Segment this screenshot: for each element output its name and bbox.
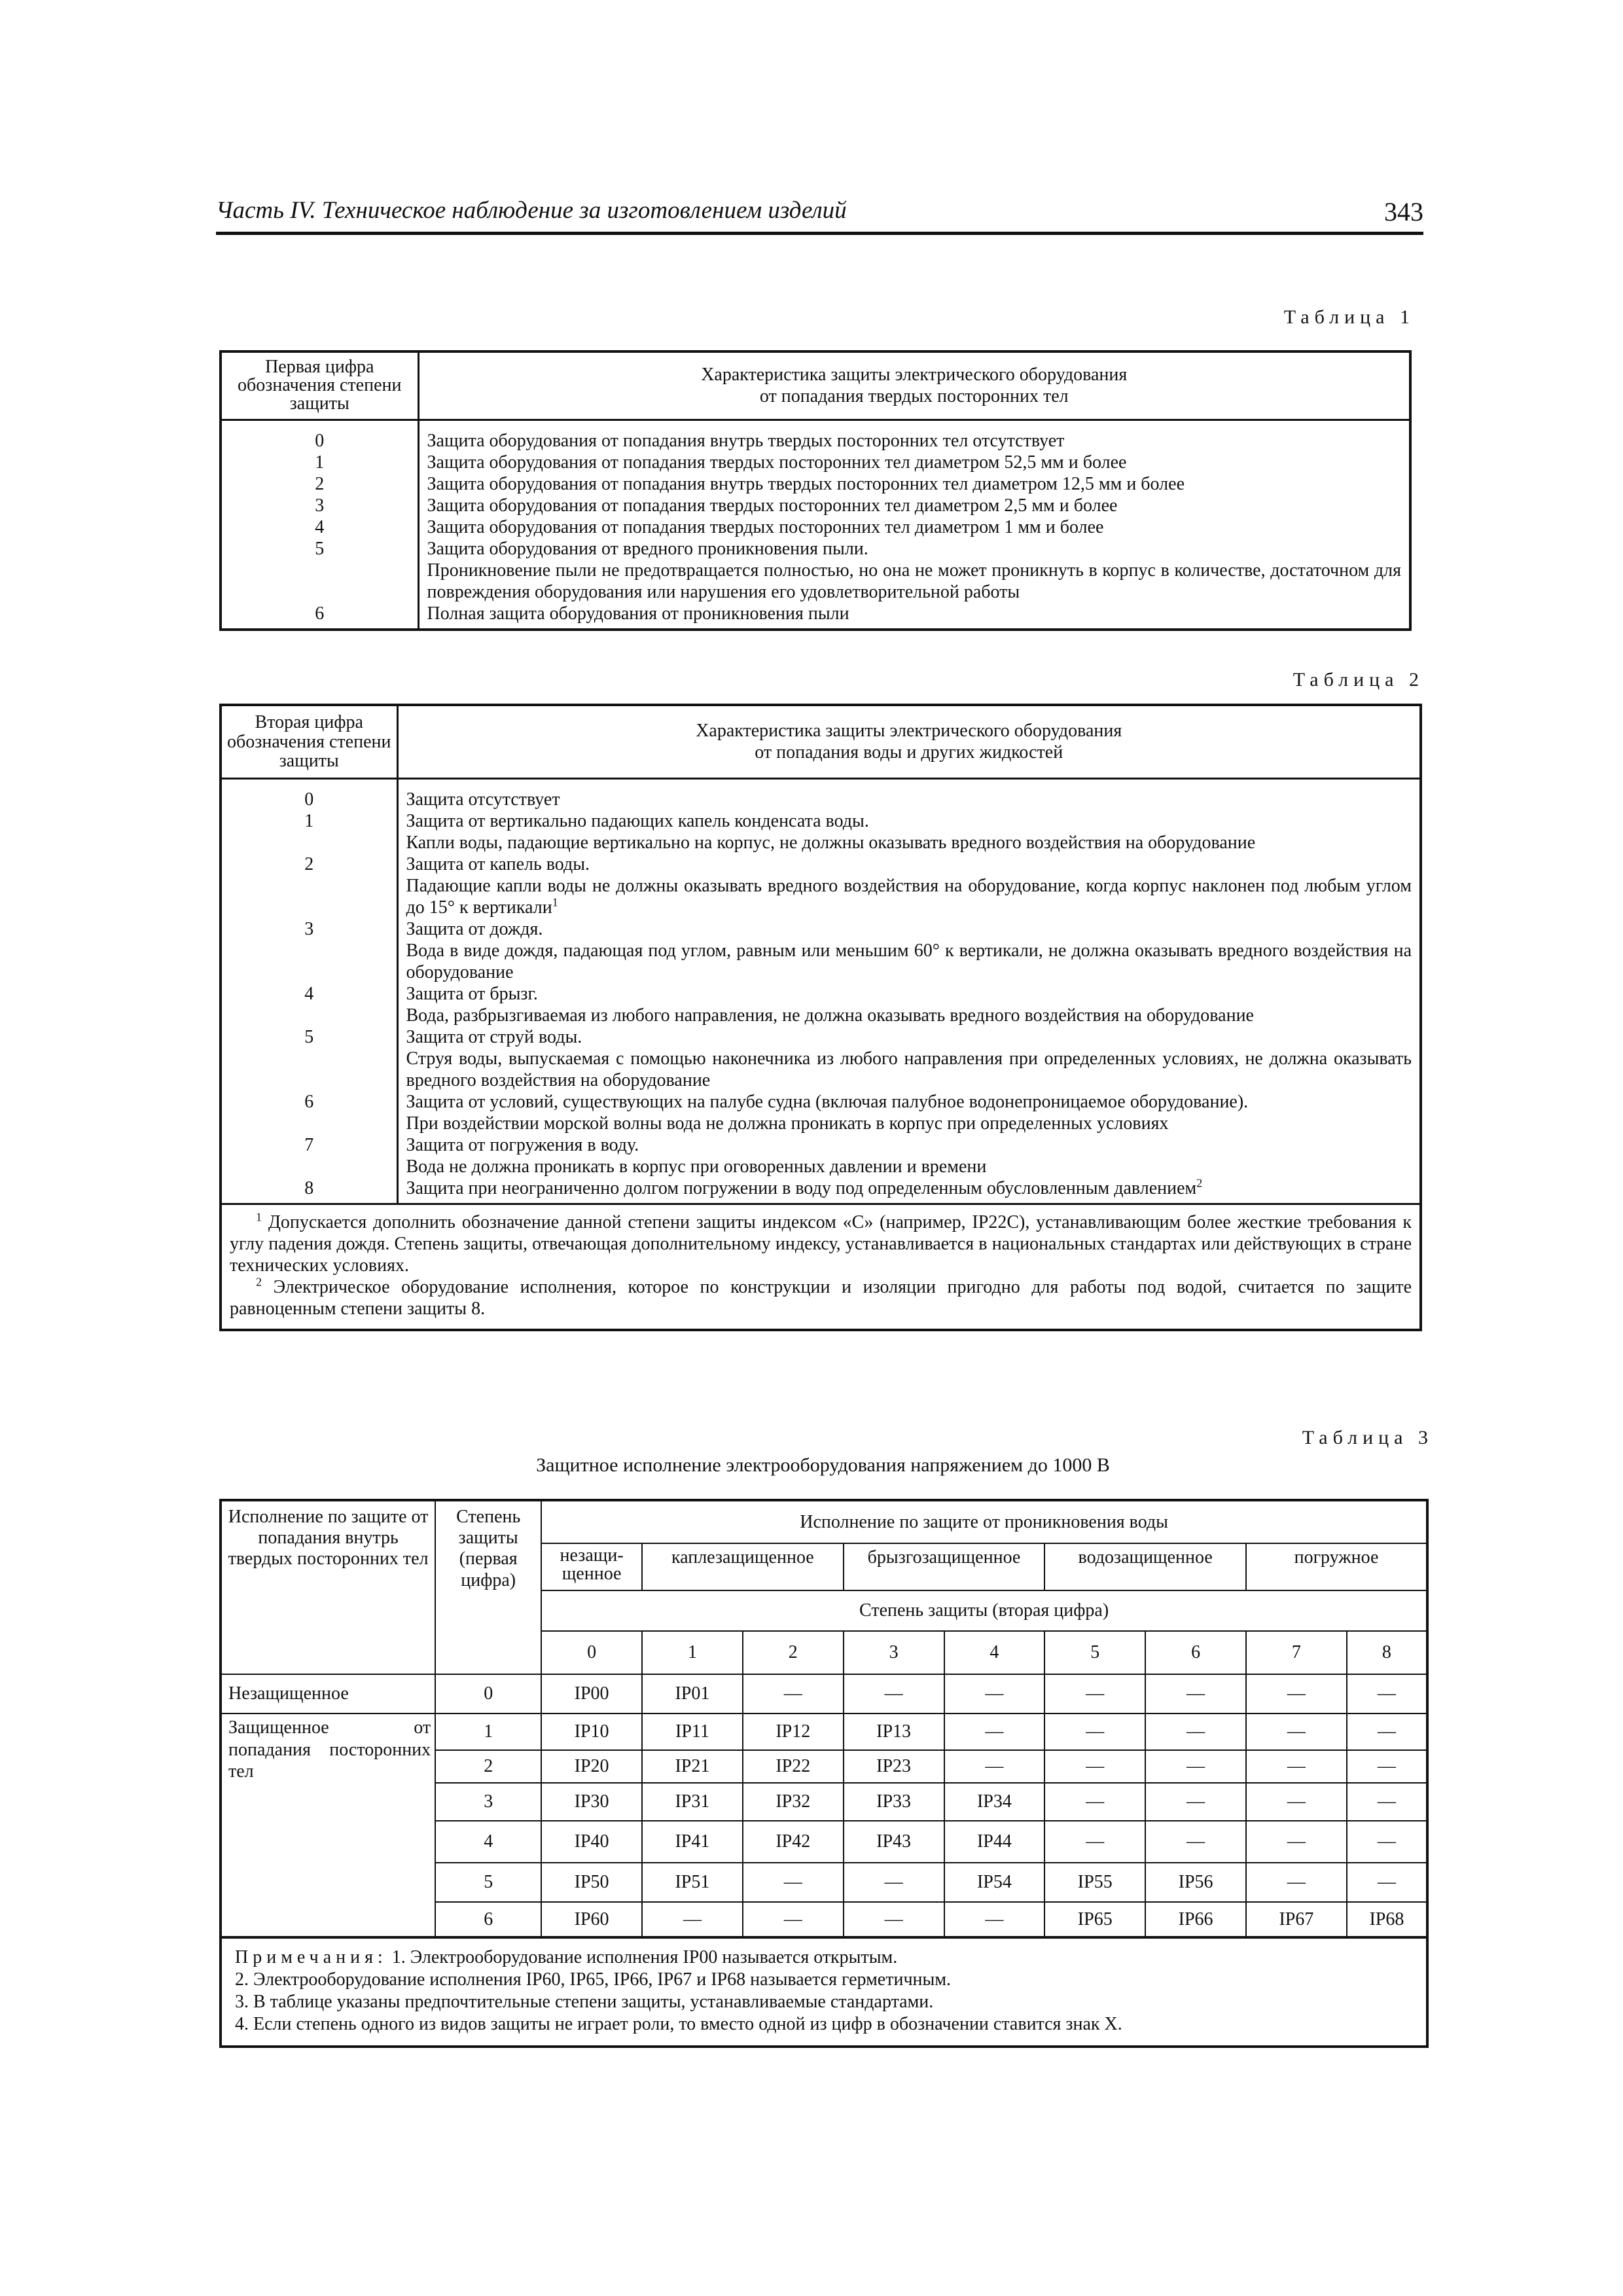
ip-cell: — <box>1246 1674 1347 1713</box>
ip-cell: — <box>1347 1783 1427 1821</box>
table-row <box>221 1091 1421 1113</box>
table3-col2-header: Степень защиты (первая цифра) <box>435 1500 541 1674</box>
ip-cell: IP42 <box>743 1821 844 1863</box>
row-text: Защита от брызг. <box>397 983 1421 1005</box>
ip-cell: IP10 <box>541 1713 642 1750</box>
subheader-splash-proof: брызгозащищенное <box>844 1543 1045 1590</box>
table-row <box>221 1134 1421 1156</box>
row-text: Защита от погружения в воду. <box>397 1134 1421 1156</box>
row-text: Защита от вертикально падающих капель конденсата воды. <box>397 810 1421 832</box>
ip-cell: — <box>1347 1750 1427 1783</box>
row-number <box>221 1113 397 1134</box>
ip-cell: IP50 <box>541 1863 642 1902</box>
table-row <box>221 832 1421 853</box>
ip-cell: IP68 <box>1347 1902 1427 1937</box>
table-row <box>221 538 1410 560</box>
ip-cell: IP11 <box>642 1713 743 1750</box>
table-row <box>221 1156 1421 1177</box>
subheader-water-proof: водозащищенное <box>1044 1543 1246 1590</box>
table2-col2-header-line1: Характеристика защиты электрического оборудования <box>696 721 1122 742</box>
ip-cell: — <box>1246 1821 1347 1863</box>
row-text: Защита оборудования от попадания внутрь твердых посторонних тел диаметром 12,5 мм и более <box>418 473 1410 495</box>
ip-cell: — <box>1347 1713 1427 1750</box>
table-row <box>221 1113 1421 1134</box>
row-text: При воздействии морской волны вода не должна проникать в корпус при определенных условиях <box>397 1113 1421 1134</box>
ip-cell: IP01 <box>642 1674 743 1713</box>
note-4: 4. Если степень одного из видов защиты не играет роли, то вместо одной из цифр в обозначении ставится знак Х. <box>235 2014 1122 2035</box>
row-number: 4 <box>221 983 397 1005</box>
ip-cell: — <box>1044 1783 1145 1821</box>
ip-cell: IP33 <box>844 1783 944 1821</box>
row-number: 3 <box>221 495 418 516</box>
row-number <box>221 940 397 983</box>
table1-col1-header: Первая цифра обозначения степени защиты <box>221 351 418 420</box>
table2 <box>219 704 1422 1331</box>
ip-cell: — <box>1145 1713 1246 1750</box>
row-text-body: Падающие капли воды не должны оказывать вредного воздействия на оборудование, когда корпус наклонен под любым углом до 15° к вертикали <box>406 875 1412 918</box>
ip-cell: IP20 <box>541 1750 642 1783</box>
digit-header: 6 <box>1145 1631 1246 1674</box>
row-text: Вода, разбрызгиваемая из любого направления, не должна оказывать вредного воздействия на оборудование <box>397 1005 1421 1026</box>
table2-col2-header <box>397 705 1421 778</box>
digit-header: 0 <box>541 1631 642 1674</box>
ip-cell: IP31 <box>642 1783 743 1821</box>
row-text: Защита от капель воды. <box>397 853 1421 875</box>
row-number <box>221 832 397 853</box>
row-text: Вода в виде дождя, падающая под углом, равным или меньшим 60° к вертикали, не должна оказывать вредного воздействия на оборудование <box>397 940 1421 983</box>
row-number: 5 <box>221 1026 397 1048</box>
table-row <box>221 875 1421 918</box>
ip-cell: — <box>1145 1783 1246 1821</box>
ip-cell: — <box>1044 1674 1145 1713</box>
ip-cell: IP51 <box>642 1863 743 1902</box>
table1-caption: Таблица 1 <box>1283 306 1415 328</box>
footnote-ref: 1 <box>552 895 558 909</box>
table-row <box>221 473 1410 495</box>
ip-cell: — <box>1347 1821 1427 1863</box>
digit-header: 7 <box>1246 1631 1347 1674</box>
table3-col1-header: Исполнение по защите от попадания внутрь твердых посторонних тел <box>221 1500 435 1674</box>
first-digit: 6 <box>435 1902 541 1937</box>
note-text: 1. Электрооборудование исполнения IP00 называется открытым. <box>391 1947 898 1967</box>
row-text: Защита от условий, существующих на палубе судна (включая палубное водонепроницаемое оборудование). <box>397 1091 1421 1113</box>
row-number: 2 <box>221 473 418 495</box>
ip-cell: — <box>642 1902 743 1937</box>
group-protected: Защищенное от попадания посторонних тел <box>221 1713 435 1937</box>
row-text: Защита отсутствует <box>397 778 1421 810</box>
table2-footnotes <box>221 1204 1421 1331</box>
ip-cell: — <box>944 1902 1045 1937</box>
ip-cell: IP23 <box>844 1750 944 1783</box>
ip-cell: — <box>1145 1674 1246 1713</box>
row-number <box>221 1048 397 1091</box>
ip-cell: IP44 <box>944 1821 1045 1863</box>
table-row <box>221 1674 1427 1713</box>
table3-title: Защитное исполнение электрооборудования напряжением до 1000 В <box>536 1454 1110 1476</box>
table2-col2-header-line2: от попадания воды и других жидкостей <box>755 742 1063 763</box>
table2-caption: Таблица 2 <box>1293 669 1424 691</box>
subheader-submersible: погружное <box>1246 1543 1427 1590</box>
ip-cell: — <box>844 1902 944 1937</box>
table-row <box>221 560 1410 603</box>
footnote-text: Допускается дополнить обозначение данной степени защиты индексом «С» (например, IP22C), устанавливающим более жесткие требования к углу падения дождя. Степень защиты, отвечающая дополнительному индексу, устанавливается в национальных стандартах или действующих в стране технических условиях. <box>230 1212 1412 1276</box>
row-number <box>221 1156 397 1177</box>
table3-second-digit-header: Степень защиты (вторая цифра) <box>541 1590 1427 1631</box>
table3-caption: Таблица 3 <box>1302 1427 1433 1448</box>
table2-col1-header: Вторая цифра обозначения степени защиты <box>221 705 397 778</box>
ip-cell: IP30 <box>541 1783 642 1821</box>
table3-notes <box>221 1937 1427 2047</box>
row-number <box>221 875 397 918</box>
table-row <box>221 918 1421 940</box>
table1 <box>219 350 1412 631</box>
row-number: 6 <box>221 603 418 630</box>
footnote-text: Электрическое оборудование исполнения, которое по конструкции и изоляции пригодно для работы под водой, считается по защите равноценным степени защиты 8. <box>230 1277 1412 1319</box>
digit-header: 1 <box>642 1631 743 1674</box>
notes-label: Примечания: <box>235 1947 387 1967</box>
ip-cell: — <box>1246 1863 1347 1902</box>
ip-cell: IP43 <box>844 1821 944 1863</box>
row-text: Защита оборудования от попадания твердых посторонних тел диаметром 2,5 мм и более <box>418 495 1410 516</box>
group-unprotected: Незащищенное <box>221 1674 435 1713</box>
table1-body <box>221 420 1410 630</box>
row-number: 3 <box>221 918 397 940</box>
ip-cell: — <box>944 1713 1045 1750</box>
note-2: 2. Электрооборудование исполнения IP60, IP65, IP66, IP67 и IP68 называется герметичным. <box>235 1969 952 1990</box>
ip-cell: — <box>944 1674 1045 1713</box>
ip-cell: IP56 <box>1145 1863 1246 1902</box>
page-number: 343 <box>1384 197 1423 226</box>
row-number: 4 <box>221 516 418 538</box>
row-text: Струя воды, выпускаемая с помощью наконечника из любого направления при определенных условиях, не должна оказывать вредного воздействия на оборудование <box>397 1048 1421 1091</box>
digit-header: 5 <box>1044 1631 1145 1674</box>
ip-cell: — <box>1246 1750 1347 1783</box>
ip-cell: — <box>1347 1863 1427 1902</box>
row-text: Защита оборудования от попадания твердых посторонних тел диаметром 52,5 мм и более <box>418 452 1410 473</box>
ip-cell: — <box>1246 1783 1347 1821</box>
note-3: 3. В таблице указаны предпочтительные степени защиты, устанавливаемые стандартами. <box>235 1992 934 2013</box>
row-text: Защита оборудования от попадания твердых посторонних тел диаметром 1 мм и более <box>418 516 1410 538</box>
ip-cell: IP60 <box>541 1902 642 1937</box>
ip-cell: — <box>1145 1821 1246 1863</box>
footnote-2 <box>230 1276 1412 1319</box>
ip-cell: — <box>1246 1713 1347 1750</box>
first-digit: 5 <box>435 1863 541 1902</box>
table-row <box>221 516 1410 538</box>
table-row <box>221 810 1421 832</box>
ip-cell: IP12 <box>743 1713 844 1750</box>
digit-header: 3 <box>844 1631 944 1674</box>
ip-cell: IP22 <box>743 1750 844 1783</box>
footnote-1 <box>230 1211 1412 1276</box>
table-row <box>221 983 1421 1005</box>
row-text: Капли воды, падающие вертикально на корпус, не должны оказывать вредного воздействия на оборудование <box>397 832 1421 853</box>
note-1 <box>235 1946 1419 1969</box>
row-number: 7 <box>221 1134 397 1156</box>
row-number: 0 <box>221 778 397 810</box>
ip-cell: — <box>743 1902 844 1937</box>
table-row <box>221 853 1421 875</box>
ip-cell: — <box>1044 1750 1145 1783</box>
table-row <box>221 1177 1421 1204</box>
footnote-mark: 1 <box>256 1210 262 1224</box>
row-number <box>221 1005 397 1026</box>
row-number <box>221 560 418 603</box>
ip-cell: — <box>1044 1713 1145 1750</box>
ip-cell: — <box>844 1674 944 1713</box>
ip-cell: IP66 <box>1145 1902 1246 1937</box>
ip-cell: IP54 <box>944 1863 1045 1902</box>
table-row <box>221 1005 1421 1026</box>
row-text-body: Защита при неограниченно долгом погружении в воду под определенным обусловленным давлением <box>406 1178 1197 1199</box>
first-digit: 4 <box>435 1821 541 1863</box>
row-number: 1 <box>221 452 418 473</box>
table1-col2-header <box>418 351 1410 420</box>
first-digit: 1 <box>435 1713 541 1750</box>
page-header-title: Часть IV. Техническое наблюдение за изготовлением изделий <box>216 197 847 224</box>
subheader-drip-proof: каплезащищенное <box>642 1543 844 1590</box>
table2-body <box>221 778 1421 1204</box>
table3 <box>219 1499 1429 2048</box>
ip-cell: — <box>844 1863 944 1902</box>
row-text: Проникновение пыли не предотвращается полностью, но она не может проникнуть в корпус в количестве, достаточном для повреждения оборудования или нарушения его удовлетворительной работы <box>418 560 1410 603</box>
ip-cell: IP41 <box>642 1821 743 1863</box>
ip-cell: — <box>944 1750 1045 1783</box>
table-row <box>221 495 1410 516</box>
ip-cell: IP34 <box>944 1783 1045 1821</box>
notes-cell <box>221 1937 1427 2047</box>
ip-cell: — <box>1044 1821 1145 1863</box>
table-row <box>221 452 1410 473</box>
table3-water-header: Исполнение по защите от проникновения воды <box>541 1500 1427 1543</box>
row-text <box>397 1177 1421 1204</box>
table-row <box>221 1713 1427 1750</box>
table-row <box>221 940 1421 983</box>
digit-header: 2 <box>743 1631 844 1674</box>
row-number: 2 <box>221 853 397 875</box>
digit-header: 4 <box>944 1631 1045 1674</box>
row-text: Вода не должна проникать в корпус при оговоренных давлении и времени <box>397 1156 1421 1177</box>
row-text: Защита от струй воды. <box>397 1026 1421 1048</box>
table-row <box>221 603 1410 630</box>
row-number: 1 <box>221 810 397 832</box>
ip-cell: IP55 <box>1044 1863 1145 1902</box>
table-row <box>221 420 1410 452</box>
ip-cell: IP40 <box>541 1821 642 1863</box>
row-text <box>397 875 1421 918</box>
table-row <box>221 1048 1421 1091</box>
row-text: Защита от дождя. <box>397 918 1421 940</box>
ip-cell: — <box>743 1863 844 1902</box>
subheader-unprotected: незащи- щенное <box>541 1543 642 1590</box>
ip-cell: IP32 <box>743 1783 844 1821</box>
ip-cell: IP65 <box>1044 1902 1145 1937</box>
first-digit: 2 <box>435 1750 541 1783</box>
table-row <box>221 1026 1421 1048</box>
row-text: Защита оборудования от вредного проникновения пыли. <box>418 538 1410 560</box>
ip-cell: IP00 <box>541 1674 642 1713</box>
table1-col2-header-line2: от попадания твердых посторонних тел <box>759 386 1069 407</box>
table1-col2-header-line1: Характеристика защиты электрического оборудования <box>701 365 1128 386</box>
row-number: 5 <box>221 538 418 560</box>
header-rule <box>216 232 1423 235</box>
row-number: 0 <box>221 420 418 452</box>
row-number: 8 <box>221 1177 397 1204</box>
ip-cell: — <box>1145 1750 1246 1783</box>
footnote-mark: 2 <box>256 1275 262 1289</box>
ip-cell: — <box>743 1674 844 1713</box>
digit-header: 8 <box>1347 1631 1427 1674</box>
footnote-ref: 2 <box>1196 1176 1203 1190</box>
ip-cell: IP13 <box>844 1713 944 1750</box>
row-text: Полная защита оборудования от проникновения пыли <box>418 603 1410 630</box>
footnotes-cell <box>221 1204 1421 1331</box>
first-digit: 0 <box>435 1674 541 1713</box>
ip-cell: — <box>1347 1674 1427 1713</box>
row-number: 6 <box>221 1091 397 1113</box>
ip-cell: IP67 <box>1246 1902 1347 1937</box>
table-row <box>221 778 1421 810</box>
first-digit: 3 <box>435 1783 541 1821</box>
ip-cell: IP21 <box>642 1750 743 1783</box>
row-text: Защита оборудования от попадания внутрь твердых посторонних тел отсутствует <box>418 420 1410 452</box>
